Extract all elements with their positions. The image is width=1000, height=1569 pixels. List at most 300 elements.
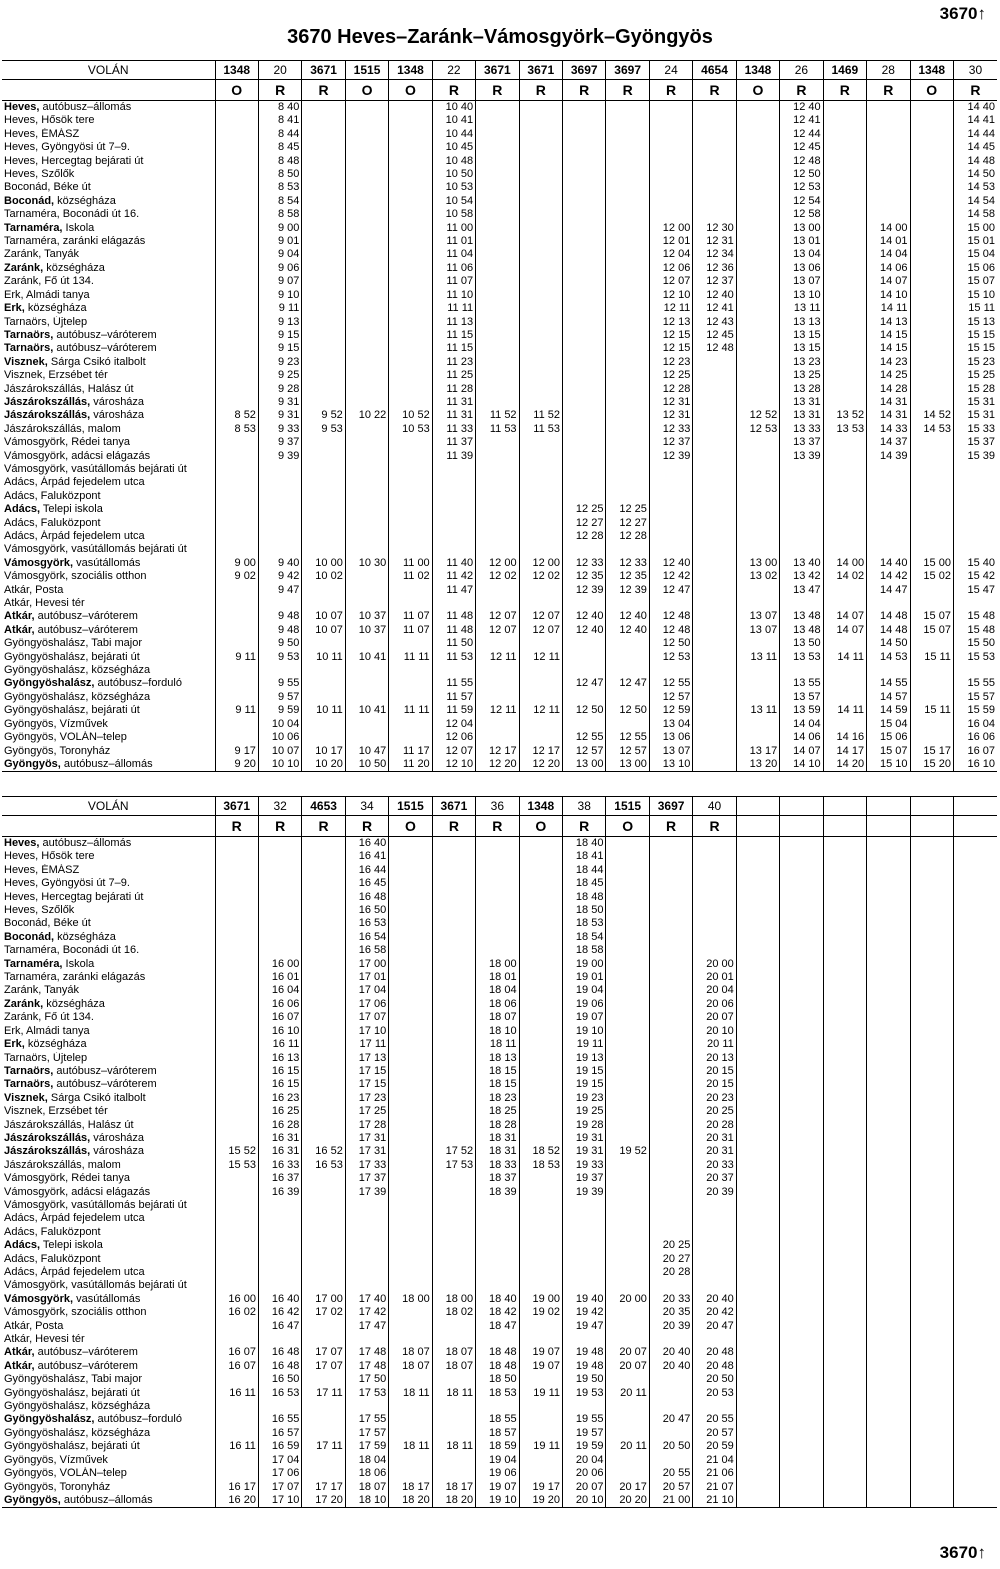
departure-time: 12 52 xyxy=(736,409,779,422)
route-variant-number: 1515 xyxy=(345,61,388,80)
departure-time: 12 47 xyxy=(606,677,649,690)
departure-time xyxy=(649,971,692,984)
departure-time xyxy=(345,128,388,141)
header-spacer xyxy=(2,80,215,101)
departure-time: 12 07 xyxy=(649,275,692,288)
departure-time xyxy=(606,262,649,275)
departure-time xyxy=(258,664,301,677)
departure-time xyxy=(432,1454,475,1467)
departure-time xyxy=(302,1266,345,1279)
departure-time xyxy=(953,1387,997,1400)
departure-time xyxy=(519,168,562,181)
departure-time xyxy=(780,944,823,957)
departure-time xyxy=(910,1065,953,1078)
departure-time: 12 57 xyxy=(606,745,649,758)
departure-time: 14 13 xyxy=(867,316,910,329)
stop-name: Visznek, Sárga Csikó italbolt xyxy=(4,355,146,368)
departure-time xyxy=(910,1011,953,1024)
departure-time xyxy=(910,1199,953,1212)
departure-time xyxy=(649,597,692,610)
departure-time: 9 47 xyxy=(258,584,301,597)
departure-time xyxy=(302,877,345,890)
departure-time xyxy=(563,208,606,221)
departure-time: 16 00 xyxy=(258,958,301,971)
departure-time xyxy=(302,114,345,127)
departure-time xyxy=(736,1105,779,1118)
departure-time xyxy=(867,1105,910,1118)
departure-time: 9 11 xyxy=(215,704,258,717)
departure-time xyxy=(519,101,562,115)
departure-time xyxy=(606,597,649,610)
departure-time xyxy=(649,1279,692,1292)
departure-time xyxy=(953,1065,997,1078)
departure-time xyxy=(563,342,606,355)
departure-time: 13 11 xyxy=(780,302,823,315)
departure-time: 16 37 xyxy=(258,1172,301,1185)
departure-time: 9 11 xyxy=(258,302,301,315)
stop-row xyxy=(2,316,997,329)
departure-time xyxy=(823,128,866,141)
stop-row xyxy=(2,1494,997,1508)
stop-row xyxy=(2,476,997,489)
departure-time xyxy=(780,1427,823,1440)
departure-time xyxy=(476,1253,519,1266)
departure-time xyxy=(302,262,345,275)
departure-time xyxy=(910,1266,953,1279)
departure-time: 13 53 xyxy=(823,423,866,436)
departure-time: 16 04 xyxy=(258,984,301,997)
stop-row xyxy=(2,891,997,904)
departure-time xyxy=(389,1065,432,1078)
departure-time: 17 10 xyxy=(258,1494,301,1508)
departure-time xyxy=(215,1413,258,1426)
departure-time xyxy=(823,1253,866,1266)
departure-time: 17 13 xyxy=(345,1052,388,1065)
departure-time xyxy=(736,101,779,115)
departure-time xyxy=(606,1226,649,1239)
departure-time: 16 07 xyxy=(215,1346,258,1359)
departure-time xyxy=(867,931,910,944)
departure-time xyxy=(693,1212,736,1225)
departure-time xyxy=(345,530,388,543)
departure-time: 14 39 xyxy=(867,450,910,463)
departure-time: 14 15 xyxy=(867,342,910,355)
departure-time: 13 25 xyxy=(780,369,823,382)
departure-time xyxy=(606,302,649,315)
departure-time xyxy=(867,1092,910,1105)
departure-time xyxy=(432,931,475,944)
departure-time xyxy=(867,1400,910,1413)
departure-time xyxy=(345,195,388,208)
departure-time: 18 07 xyxy=(345,1481,388,1494)
stop-name: Adács, Faluközpont xyxy=(4,1252,101,1265)
stop-name: Vámosgyörk, vasútállomás bejárati út xyxy=(4,462,187,475)
departure-time: 11 40 xyxy=(432,557,475,570)
departure-time xyxy=(867,1145,910,1158)
departure-time xyxy=(389,931,432,944)
departure-time: 11 00 xyxy=(432,222,475,235)
operator-label: VOLÁN xyxy=(2,797,215,816)
departure-time: 12 25 xyxy=(649,369,692,382)
day-code: R xyxy=(649,816,692,837)
departure-time xyxy=(606,1320,649,1333)
departure-time xyxy=(302,235,345,248)
departure-time xyxy=(476,141,519,154)
departure-time xyxy=(736,436,779,449)
departure-time: 13 01 xyxy=(780,235,823,248)
departure-time: 19 04 xyxy=(563,984,606,997)
departure-time: 14 07 xyxy=(823,610,866,623)
departure-time xyxy=(780,1306,823,1319)
departure-time xyxy=(476,128,519,141)
departure-time: 15 11 xyxy=(910,704,953,717)
departure-time xyxy=(823,369,866,382)
departure-time xyxy=(736,917,779,930)
departure-time xyxy=(215,128,258,141)
departure-time: 15 17 xyxy=(910,745,953,758)
departure-time xyxy=(563,543,606,556)
departure-time xyxy=(563,128,606,141)
departure-time xyxy=(302,208,345,221)
departure-time xyxy=(693,864,736,877)
departure-time xyxy=(432,1011,475,1024)
departure-time: 8 41 xyxy=(258,114,301,127)
departure-time xyxy=(649,958,692,971)
departure-time xyxy=(476,356,519,369)
departure-time xyxy=(693,195,736,208)
departure-time xyxy=(519,718,562,731)
departure-time xyxy=(389,476,432,489)
departure-time: 12 53 xyxy=(780,181,823,194)
departure-time: 13 00 xyxy=(780,222,823,235)
departure-time: 10 07 xyxy=(258,745,301,758)
departure-time xyxy=(389,664,432,677)
departure-time: 9 40 xyxy=(258,557,301,570)
departure-time xyxy=(345,181,388,194)
departure-time: 12 41 xyxy=(780,114,823,127)
departure-time xyxy=(823,1065,866,1078)
departure-time xyxy=(519,543,562,556)
departure-time xyxy=(563,664,606,677)
departure-time: 18 15 xyxy=(476,1065,519,1078)
departure-time xyxy=(910,958,953,971)
departure-time: 9 20 xyxy=(215,758,258,772)
stop-name: Gyöngyöshalász, községháza xyxy=(4,690,151,703)
departure-time xyxy=(910,1172,953,1185)
departure-time: 11 06 xyxy=(432,262,475,275)
departure-time xyxy=(519,958,562,971)
departure-time: 12 37 xyxy=(649,436,692,449)
stop-row xyxy=(2,1145,997,1158)
departure-time xyxy=(345,677,388,690)
departure-time: 20 11 xyxy=(693,1038,736,1051)
stop-name: Heves, Hősök tere xyxy=(4,850,95,863)
departure-time xyxy=(519,476,562,489)
departure-time xyxy=(519,302,562,315)
departure-time xyxy=(215,1373,258,1386)
departure-time xyxy=(345,235,388,248)
departure-time xyxy=(215,222,258,235)
stop-name: Vámosgyörk, szociális otthon xyxy=(4,570,147,583)
departure-time xyxy=(389,1320,432,1333)
departure-time xyxy=(215,1467,258,1480)
departure-time: 11 11 xyxy=(432,302,475,315)
departure-time: 11 20 xyxy=(389,758,432,772)
departure-time: 16 31 xyxy=(258,1132,301,1145)
departure-time: 20 07 xyxy=(563,1481,606,1494)
departure-time xyxy=(345,262,388,275)
departure-time: 14 07 xyxy=(867,275,910,288)
departure-time xyxy=(563,181,606,194)
departure-time xyxy=(649,877,692,890)
departure-time xyxy=(910,917,953,930)
departure-time: 17 39 xyxy=(345,1186,388,1199)
departure-time xyxy=(432,891,475,904)
departure-time: 16 10 xyxy=(953,758,997,772)
departure-time xyxy=(519,998,562,1011)
departure-time: 14 31 xyxy=(867,409,910,422)
departure-time xyxy=(258,891,301,904)
departure-time xyxy=(345,1400,388,1413)
departure-time xyxy=(693,168,736,181)
stop-row xyxy=(2,1400,997,1413)
stop-name: Zaránk, Tanyák xyxy=(4,248,80,261)
departure-time xyxy=(432,1467,475,1480)
departure-time xyxy=(389,275,432,288)
departure-time xyxy=(823,490,866,503)
stop-name: Vámosgyörk, vasútállomás xyxy=(4,1292,141,1305)
departure-time: 9 10 xyxy=(258,289,301,302)
departure-time xyxy=(823,1132,866,1145)
departure-time xyxy=(693,557,736,570)
departure-time xyxy=(823,168,866,181)
departure-time: 10 00 xyxy=(302,557,345,570)
day-code: O xyxy=(215,80,258,101)
departure-time xyxy=(780,1186,823,1199)
departure-time xyxy=(302,1373,345,1386)
departure-time: 14 48 xyxy=(867,610,910,623)
departure-time xyxy=(258,530,301,543)
departure-time xyxy=(302,1279,345,1292)
day-code: R xyxy=(302,80,345,101)
departure-time: 17 04 xyxy=(258,1454,301,1467)
departure-time xyxy=(910,289,953,302)
departure-time: 13 10 xyxy=(780,289,823,302)
stop-name: Adács, Faluközpont xyxy=(4,489,101,502)
departure-time xyxy=(606,1025,649,1038)
departure-time xyxy=(823,316,866,329)
stop-name: Tarnaörs, Újtelep xyxy=(4,315,88,328)
day-code: O xyxy=(736,80,779,101)
departure-time: 18 17 xyxy=(432,1481,475,1494)
departure-time xyxy=(302,984,345,997)
departure-time xyxy=(823,1413,866,1426)
departure-time xyxy=(693,944,736,957)
departure-time xyxy=(910,369,953,382)
departure-time xyxy=(736,195,779,208)
departure-time xyxy=(519,289,562,302)
stop-name: Adács, Árpád fejedelem utca xyxy=(4,1266,145,1278)
departure-time xyxy=(953,1145,997,1158)
departure-time xyxy=(389,584,432,597)
departure-time: 15 04 xyxy=(953,248,997,261)
departure-time xyxy=(302,1454,345,1467)
departure-time xyxy=(649,1119,692,1132)
departure-time xyxy=(780,971,823,984)
departure-time xyxy=(519,1400,562,1413)
departure-time: 20 50 xyxy=(693,1373,736,1386)
departure-time: 12 07 xyxy=(432,745,475,758)
departure-time xyxy=(910,1400,953,1413)
departure-time xyxy=(736,1373,779,1386)
departure-time xyxy=(519,1427,562,1440)
departure-time xyxy=(476,275,519,288)
departure-time: 9 59 xyxy=(258,704,301,717)
departure-time: 12 58 xyxy=(780,208,823,221)
departure-time: 11 11 xyxy=(389,651,432,664)
departure-time xyxy=(563,1279,606,1292)
departure-time xyxy=(476,1400,519,1413)
departure-time: 17 42 xyxy=(345,1306,388,1319)
departure-time xyxy=(563,369,606,382)
departure-time xyxy=(910,891,953,904)
departure-time xyxy=(910,1092,953,1105)
departure-time xyxy=(910,1440,953,1453)
departure-time xyxy=(910,530,953,543)
departure-time xyxy=(780,1333,823,1346)
departure-time xyxy=(693,637,736,650)
departure-time xyxy=(693,128,736,141)
stop-name: Heves, Szőlők xyxy=(4,904,75,917)
departure-time: 14 16 xyxy=(823,731,866,744)
departure-time xyxy=(910,1145,953,1158)
departure-time xyxy=(823,222,866,235)
departure-time xyxy=(867,1320,910,1333)
departure-time xyxy=(519,1172,562,1185)
departure-time xyxy=(519,1320,562,1333)
departure-time xyxy=(389,1413,432,1426)
departure-time: 9 06 xyxy=(258,262,301,275)
stop-name: Atkár, Hevesi tér xyxy=(4,1333,85,1346)
departure-time: 14 10 xyxy=(780,758,823,772)
departure-time xyxy=(345,490,388,503)
departure-time xyxy=(215,383,258,396)
departure-time: 19 06 xyxy=(476,1467,519,1480)
departure-time xyxy=(649,128,692,141)
stop-name: Vámosgyörk, Rédei tanya xyxy=(4,1172,130,1185)
stop-name: Gyöngyöshalász, községháza xyxy=(4,664,151,677)
departure-time xyxy=(736,864,779,877)
departure-time: 11 42 xyxy=(432,570,475,583)
departure-time xyxy=(953,1199,997,1212)
departure-time xyxy=(736,958,779,971)
departure-time xyxy=(780,891,823,904)
departure-time xyxy=(476,195,519,208)
departure-time: 16 45 xyxy=(345,877,388,890)
departure-time xyxy=(649,530,692,543)
departure-time xyxy=(389,181,432,194)
departure-time xyxy=(823,1105,866,1118)
departure-time: 18 06 xyxy=(345,1467,388,1480)
stop-row xyxy=(2,584,997,597)
departure-time xyxy=(345,248,388,261)
departure-time xyxy=(780,1105,823,1118)
departure-time: 16 39 xyxy=(258,1186,301,1199)
departure-time: 10 54 xyxy=(432,195,475,208)
stop-name: Boconád, Béke út xyxy=(4,917,91,930)
departure-time xyxy=(693,1253,736,1266)
day-code: R xyxy=(258,80,301,101)
departure-time xyxy=(215,584,258,597)
departure-time xyxy=(258,1400,301,1413)
departure-time xyxy=(736,1427,779,1440)
departure-time: 18 13 xyxy=(476,1052,519,1065)
departure-time: 18 48 xyxy=(476,1360,519,1373)
departure-time xyxy=(302,476,345,489)
departure-time xyxy=(910,1119,953,1132)
departure-time xyxy=(389,342,432,355)
departure-time xyxy=(823,383,866,396)
stop-name: Gyöngyöshalász, bejárati út xyxy=(4,1386,140,1399)
departure-time xyxy=(519,383,562,396)
stop-row xyxy=(2,329,997,342)
departure-time xyxy=(345,289,388,302)
departure-time: 13 11 xyxy=(736,704,779,717)
departure-time xyxy=(823,691,866,704)
departure-time xyxy=(953,476,997,489)
departure-time xyxy=(519,369,562,382)
departure-time xyxy=(649,476,692,489)
departure-time xyxy=(910,1373,953,1386)
departure-time xyxy=(258,1333,301,1346)
departure-time xyxy=(389,1400,432,1413)
departure-time xyxy=(736,1172,779,1185)
departure-time: 14 04 xyxy=(780,718,823,731)
departure-time: 18 11 xyxy=(389,1387,432,1400)
day-code: R xyxy=(519,80,562,101)
departure-time xyxy=(867,1172,910,1185)
departure-time xyxy=(563,262,606,275)
departure-time xyxy=(389,1212,432,1225)
departure-time xyxy=(780,1293,823,1306)
departure-time xyxy=(215,168,258,181)
departure-time: 17 28 xyxy=(345,1119,388,1132)
departure-time xyxy=(736,168,779,181)
departure-time: 11 28 xyxy=(432,383,475,396)
departure-time: 12 44 xyxy=(780,128,823,141)
departure-time xyxy=(302,1253,345,1266)
departure-time xyxy=(649,503,692,516)
departure-time xyxy=(736,316,779,329)
timetable-title: 3670 Heves–Zaránk–Vámosgyörk–Gyöngyös xyxy=(287,26,713,48)
departure-time xyxy=(823,904,866,917)
departure-time xyxy=(910,275,953,288)
departure-time xyxy=(823,877,866,890)
departure-time xyxy=(910,316,953,329)
departure-time xyxy=(215,677,258,690)
departure-time xyxy=(606,423,649,436)
departure-time xyxy=(345,208,388,221)
departure-time: 12 48 xyxy=(649,624,692,637)
departure-time: 17 52 xyxy=(432,1145,475,1158)
departure-time xyxy=(780,490,823,503)
departure-time: 17 59 xyxy=(345,1440,388,1453)
route-variant-number: 28 xyxy=(867,61,910,80)
stop-row xyxy=(2,864,997,877)
departure-time xyxy=(258,543,301,556)
departure-time xyxy=(476,369,519,382)
departure-time: 12 04 xyxy=(432,718,475,731)
